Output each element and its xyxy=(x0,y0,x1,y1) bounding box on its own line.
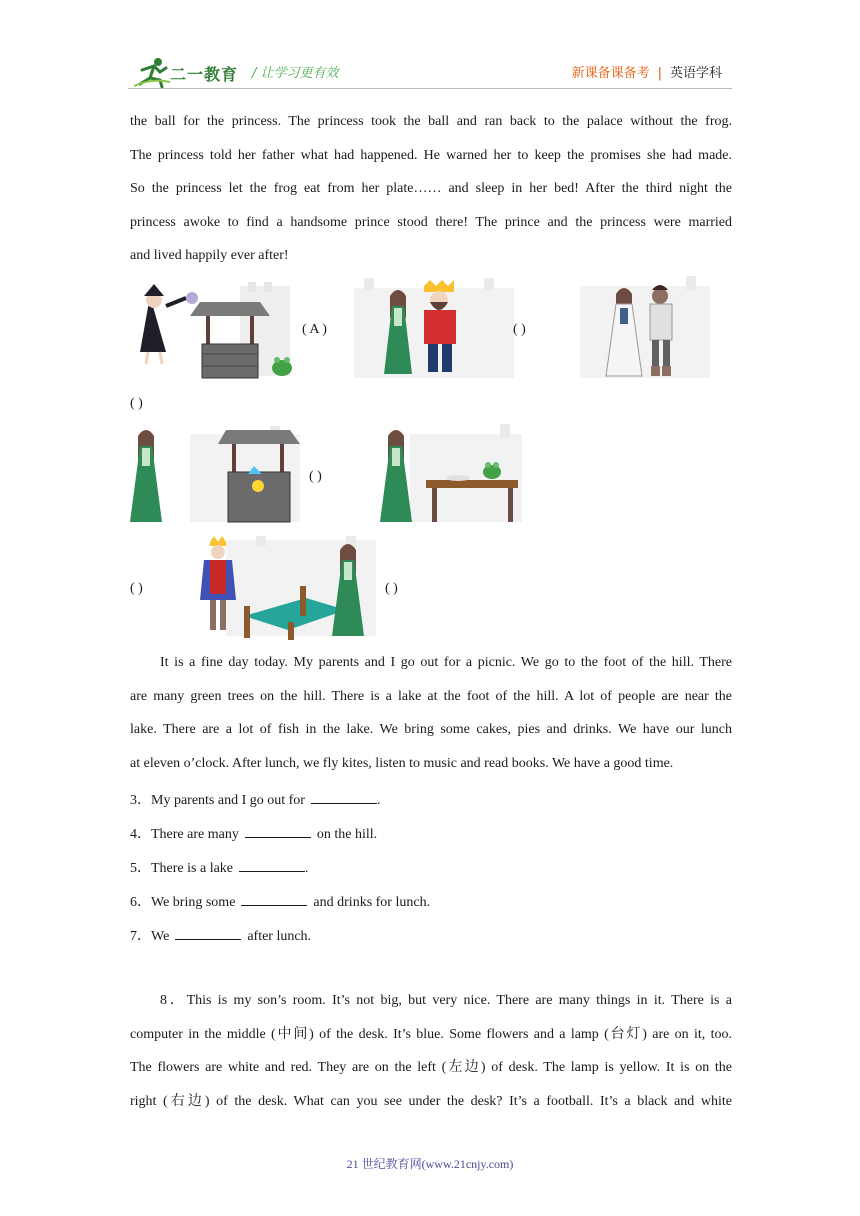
picture-princess-well xyxy=(130,426,300,526)
header-course-label: 新课备课备考 xyxy=(571,66,650,81)
question-text: We bring some xyxy=(151,895,236,910)
passage-line: are many green trees on the hill. There is a lake at the foot of the hill. A lot of people are near the xyxy=(130,688,732,704)
passage-line: It is a fine day today. My parents and I go out for a picnic. We go to the foot of the hill. There xyxy=(160,655,732,670)
picnic-passage xyxy=(130,646,732,780)
question-tail: . xyxy=(376,793,381,808)
story-line: The princess told her father what had happened. He warned her to keep the promises she had made. xyxy=(130,147,732,163)
question-text: We xyxy=(151,929,170,944)
passage-line: computer in the middle (中间) of the desk. It’s blue. Some flowers and a lamp (台灯) are on it, too. xyxy=(130,1026,732,1042)
question-3 xyxy=(130,789,380,809)
question-number: 5． xyxy=(130,861,151,876)
question-number: 3． xyxy=(130,793,151,808)
question-number: 4． xyxy=(130,827,151,842)
answer-blank[interactable] xyxy=(175,925,241,940)
page-footer: 21 世纪教育网(www.21cnjy.com) xyxy=(346,1157,514,1171)
answer-paren-2: ( ) xyxy=(513,322,526,337)
answer-paren-4: ( ) xyxy=(309,469,322,484)
story-line: princess awoke to find a handsome prince stood there! The prince and the princess were married xyxy=(130,214,732,230)
picture-princess-king xyxy=(354,278,514,380)
answer-paren-6: ( ) xyxy=(385,581,398,596)
passage-line: The flowers are white and red. They are on the left (左边) of desk. The lamp is yellow. It is on the xyxy=(130,1060,732,1076)
picture-princess-frog-table xyxy=(380,424,522,526)
answer-paren-5: ( ) xyxy=(130,581,143,596)
passage-line: lake. There are a lot of fish in the lake. We bring some cakes, pies and drinks. We have our lunch xyxy=(130,722,732,738)
picture-witch-well-frog xyxy=(130,282,300,380)
picture-prince-bed-princess xyxy=(196,536,376,640)
question-6 xyxy=(130,891,430,911)
room-passage xyxy=(130,984,732,1118)
header-subject: 英语学科 xyxy=(669,66,722,81)
question-4 xyxy=(130,823,377,843)
passage-line: at eleven o’clock. After lunch, we fly kites, listen to music and read books. We have a good time. xyxy=(130,755,674,771)
logo-runner-icon xyxy=(132,56,172,88)
header-separator: | xyxy=(657,66,662,81)
answer-blank[interactable] xyxy=(239,857,305,872)
header-right xyxy=(572,62,722,81)
answer-paren-3: ( ) xyxy=(130,396,143,411)
story-paragraph xyxy=(130,105,732,273)
question-number: 6． xyxy=(130,895,151,910)
answer-paren-1: ( A ) xyxy=(302,322,327,337)
question-tail: . xyxy=(305,861,309,876)
answer-blank[interactable] xyxy=(245,823,311,838)
question-text: There are many xyxy=(151,827,239,842)
question-number: 7． xyxy=(130,929,151,944)
question-tail: and drinks for lunch. xyxy=(313,895,431,910)
header-divider xyxy=(128,88,732,89)
passage-line: right (右边) of the desk. What can you see under the desk? It’s a football. It’s a black and white xyxy=(130,1093,732,1109)
header-slogan: / 让学习更有效 xyxy=(252,66,339,81)
answer-blank[interactable] xyxy=(311,789,377,804)
story-line: the ball for the princess. The princess took the ball and ran back to the palace without the frog. xyxy=(130,114,732,129)
answer-blank[interactable] xyxy=(241,891,307,906)
logo-text: 二一教育 xyxy=(170,65,239,84)
question-tail: on the hill. xyxy=(316,827,378,842)
question-text: There is a lake xyxy=(151,861,234,876)
picture-married-couple xyxy=(580,274,710,382)
question-tail: after lunch. xyxy=(247,929,312,944)
question-text: My parents and I go out for xyxy=(151,793,305,808)
story-line: So the princess let the frog eat from her plate…… and sleep in her bed! After the third night the xyxy=(130,181,732,197)
question-5 xyxy=(130,857,309,877)
passage-line: 8．This is my son’s room. It’s not big, but very nice. There are many things in it. There is a xyxy=(160,993,732,1008)
page-header xyxy=(0,0,860,100)
question-7 xyxy=(130,925,311,945)
story-line: and lived happily ever after! xyxy=(130,248,289,264)
